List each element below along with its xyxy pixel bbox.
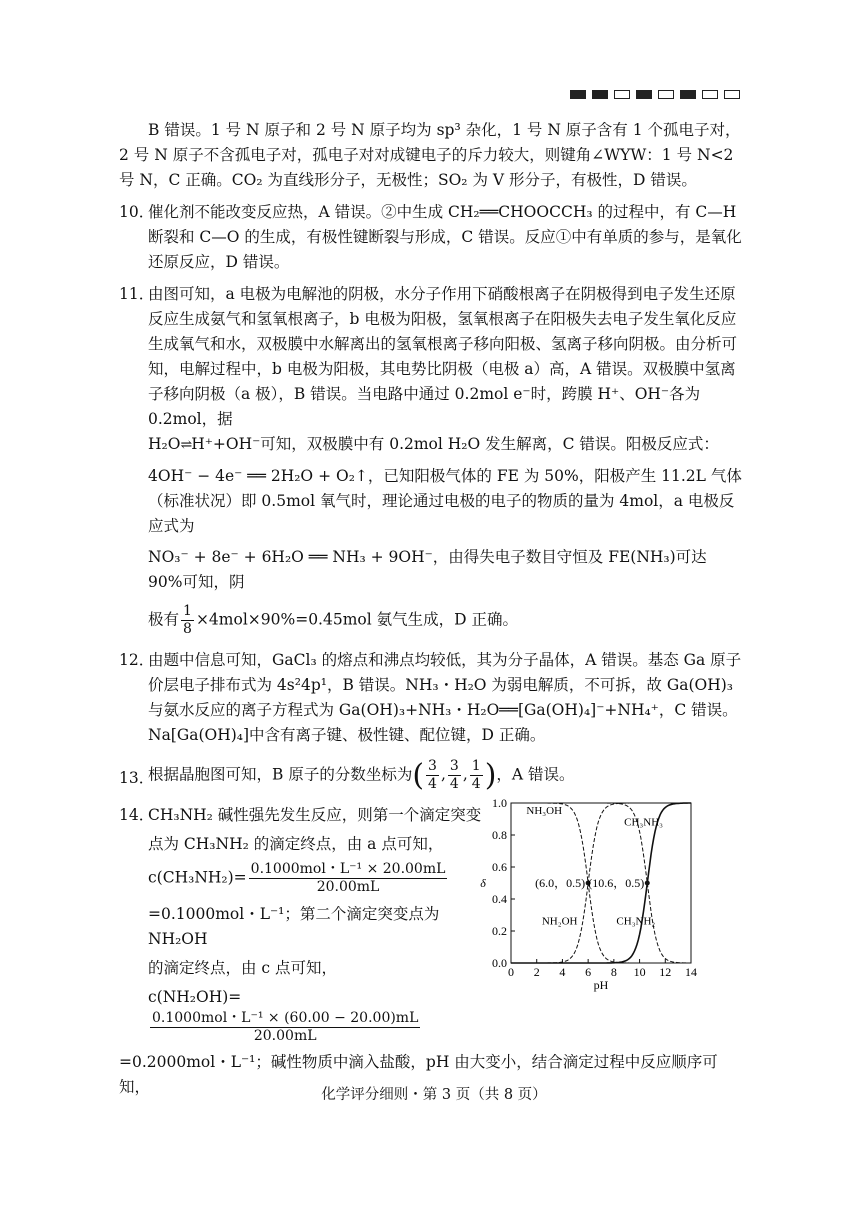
fraction [470,758,483,793]
page-content [119,118,745,1100]
water-dissociation-line [148,432,745,458]
cathode-equation-line: NO₃⁻ + 8e⁻ + 6H₂O ══ NH₃ + 9OH⁻，由得失电子数目守恒及 FE(NH₃)可达 90%可知，阴 [148,548,707,591]
answer-text: 根据晶胞图可知，B 原子的分数坐标为( $\frac{3}{4}$ , $\frac{3}{4}$ , $\frac{1}{4}$ )，A 错误。 [148,758,575,793]
question-number: 14． [119,806,155,824]
q14-last-line: =0.2000mol・L⁻¹；碱性物质中滴入盐酸，pH 由大变小，结合滴定过程中反应顺序可知， [119,1053,718,1096]
ammonia-amount-line [148,603,745,638]
eq-left: H₂O [148,435,181,453]
text-line: 点为 CH₃NH₂ 的滴定终点，由 a 点可知， [148,835,444,853]
header-marker [570,90,740,99]
text: c(CH₃NH₂)= [148,868,247,887]
header-square-empty [724,90,740,99]
fraction [448,758,461,793]
x-tick-label: 12 [659,965,672,979]
denominator: 20.00mL [253,1028,317,1044]
y-tick-label: 1.0 [492,796,507,810]
page-footer: 化学评分细则・第 3 页（共 8 页） [321,1087,547,1103]
x-axis-label: pH [593,978,609,992]
question-number: 13． [119,769,155,787]
question-13 [119,758,745,793]
numerator: 0.1000mol・L⁻¹ × 20.00mL [250,861,446,877]
equilibrium-arrow-icon: ⇌ [180,437,192,453]
header-square-empty [658,90,674,99]
right-paren: ) [484,758,497,793]
text: ，A 错误。 [496,765,575,784]
y-tick-label: 0.8 [492,828,507,842]
numerator: 3 [449,758,459,774]
x-tick-label: 10 [633,965,646,979]
text-line: =0.1000mol・L⁻¹；第二个滴定突变点为 NH₂OH [148,905,440,948]
x-tick-label: 8 [610,965,617,979]
paragraph-continuation: B 错误。1 号 N 原子和 2 号 N 原子均为 sp³ 杂化，1 号 N 原子含有 1 个孤电子对，2 号 N 原子不含孤电子对，孤电子对对成键电子的斥力较大，则键角∠WYW：1 号 N<2 号 N，C 正确。CO₂ 为直线形分子，无极性；SO₂ 为 V 形分子，有极性，D 错误。 [119,121,741,189]
y-tick-label: 0.6 [492,860,507,874]
eq-right: H⁺+OH⁻可知，双极膜中有 0.2mol H₂O 发生解离，C 错误。阳极反应式： [191,435,719,453]
y-tick-label: 0.4 [492,892,507,906]
text: ×4mol×90%=0.45mol 氨气生成，D 正确。 [195,610,518,629]
text: c(NH₂OH)= [148,988,242,1006]
q14-text [148,803,493,1045]
numerator: 1 [471,758,481,774]
fraction [181,603,194,638]
y-axis-label: δ [480,876,486,890]
question-number: 10． [119,203,155,221]
series-label: NH₂OH [541,915,578,928]
header-square-empty [614,90,630,99]
header-square-filled [680,90,696,99]
answer-text: 由图可知，a 电极为电解池的阴极，水分子作用下硝酸根离子在阴极得到电子发生还原反应生成氨气和氢氧根离子，b 电极为阳极，氢氧根离子在阳极失去电子发生氧化反应生成氧气和水，双极膜中水解离出的氢氧根离子移向阳极、氢离子移向阴极。由分析可知，电解过程中，b 电极为阳极，其电势比阴极（电极 a）高，A 错误。双极膜中氢离子移向阴极（a 极），B 错误。当电路中通过 0.2mol e⁻时，跨膜 H⁺、OH⁻各为 0.2mol，据 [148,285,738,428]
y-tick-label: 0.0 [492,956,507,970]
x-tick-label: 2 [533,965,540,979]
text-line: CH₃NH₂ 碱性强先发生反应，则第一个滴定突变 [148,806,482,824]
x-tick-label: 6 [585,965,592,979]
x-tick-label: 0 [508,965,514,979]
answer-text: 催化剂不能改变反应热，A 错误。②中生成 CH₂══CHOOCCH₃ 的过程中，有 C—H 断裂和 C—O 的生成，有极性键断裂与形成，C 错误。反应①中有单质的参与，是氧化还原反应，D 错误。 [148,203,742,271]
series-label: NH₃OH [526,805,563,818]
fraction [249,861,448,896]
header-square-filled [570,90,586,99]
anode-equation-line: 4OH⁻ − 4e⁻ ══ 2H₂O + O₂↑，已知阳极气体的 FE 为 50%，阳极产生 11.2L 气体（标准状况）即 0.5mol 氧气时，理论通过电极的电子的物质的量为 4mol，a 电极反应式为 [148,467,742,535]
distribution-chart [471,791,711,1001]
fraction [150,1010,420,1045]
denominator: 8 [183,621,192,637]
text: 根据晶胞图可知，B 原子的分数坐标为 [148,765,413,784]
denominator: 4 [449,776,459,792]
formula-nh2oh [148,985,493,1045]
header-square-filled [592,90,608,99]
question-10 [119,200,745,275]
x-tick-label: 14 [685,965,697,979]
numerator: 3 [428,758,437,774]
left-paren: ( [412,758,425,793]
question-14 [119,796,745,1048]
question-number: 11． [119,285,155,303]
point-label: (10.6，0.5) [588,876,645,890]
data-point [645,881,650,886]
numerator: 1 [183,603,192,619]
numerator: 0.1000mol・L⁻¹ × (60.00 − 20.00)mL [152,1010,419,1026]
formula-ch3nh2 [148,861,493,896]
fraction [426,758,439,793]
question-11 [119,282,745,638]
question-number: 12． [119,651,155,669]
header-square-empty [702,90,718,99]
denominator: 20.00mL [316,879,380,895]
header-square-filled [636,90,652,99]
text-line: 的滴定终点，由 c 点可知， [148,959,338,977]
text: 极有 [148,610,180,629]
answer-text: 由题中信息可知，GaCl₃ 的熔点和沸点均较低，其为分子晶体，A 错误。基态 Ga 原子价层电子排布式为 4s²4p¹，B 错误。NH₃・H₂O 为弱电解质，不可拆，故 Ga(OH)₃ 与氨水反应的离子方程式为 Ga(OH)₃+NH₃・H₂O══[Ga(OH)₄]⁻+NH₄⁺，C 错误。Na[Ga(OH)₄]中含有离子键、极性键、配位键，D 正确。 [148,651,742,744]
point-label: (6.0，0.5) [535,876,586,890]
series-label: CH₃NH₂ [616,915,656,928]
question-12 [119,648,745,748]
x-tick-label: 4 [559,965,566,979]
denominator: 4 [428,776,437,792]
series-label: CH₃NH₃ [624,816,663,829]
y-tick-label: 0.2 [492,924,507,938]
denominator: 4 [471,776,481,792]
